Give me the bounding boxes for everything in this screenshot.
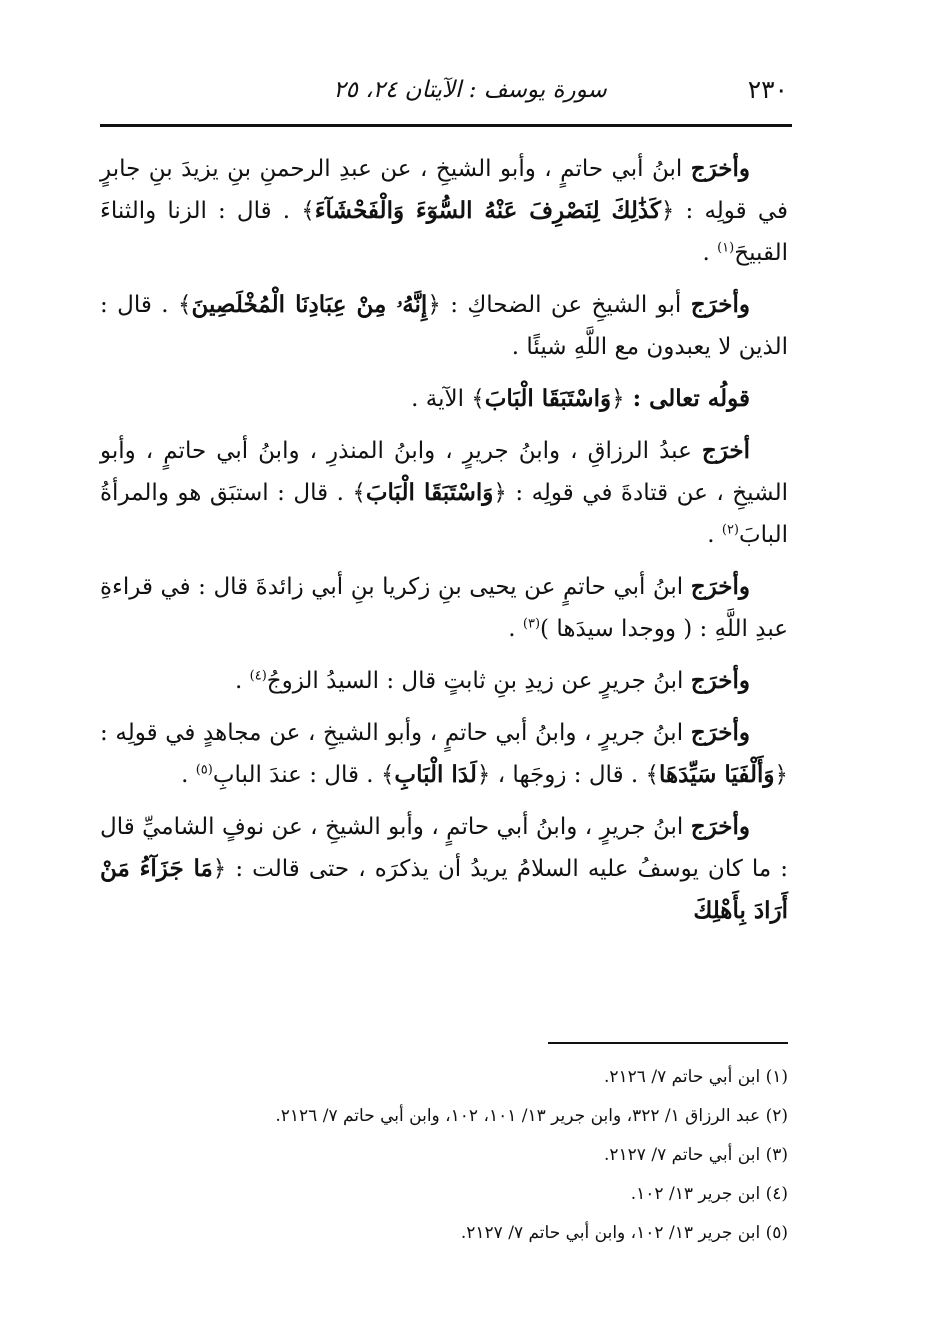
paragraph-lead: وأخرَج	[690, 573, 750, 600]
paragraph-end: .	[702, 240, 718, 266]
paragraph-lead: وأخرَج	[690, 719, 750, 746]
paragraph-text: . قال : عندَ البابِ	[212, 762, 381, 788]
paragraph-lead: أخرَج	[701, 437, 750, 464]
paragraph-text: ابنُ أبي حاتمٍ عن يحيى بنِ زكريا بنِ أبي زائدةَ قال : في قراءةِ عبدِ اللَّهِ : ( ووجدا سيدَها )	[100, 574, 788, 642]
footnote-5: (٥) ابن جرير ١٣/ ١٠٢، وابن أبي حاتم ٧/ ٢١٢٧.	[460, 1223, 788, 1243]
footnote-ref[interactable]: (٤)	[249, 668, 267, 684]
paragraph-lead: وأخرَج	[690, 667, 750, 694]
paragraph-5	[100, 660, 788, 702]
quran-verse: مَا جَزَآءُ مَنْ أَرَادَ بِأَهْلِكَ	[100, 855, 788, 924]
paragraph-2	[100, 284, 788, 368]
verse-open-bracket: ﴿	[212, 856, 227, 882]
verse-close-bracket: ﴾	[352, 480, 366, 506]
verse-close-bracket: ﴾	[301, 198, 315, 224]
section-heading	[100, 378, 788, 420]
footnotes	[100, 1058, 788, 1253]
paragraph-text: . قال : زوجَها ،	[490, 762, 646, 788]
paragraph-lead: وأخرَج	[690, 813, 750, 840]
paragraph-text: الآية .	[411, 386, 472, 412]
verse-open-bracket: ﴿	[493, 480, 507, 506]
paragraph-text: . قال : استبَق هو والمرأةُ البابَ	[100, 480, 788, 548]
main-text	[100, 148, 788, 942]
quran-verse: وَاسْتَبَقَا الْبَابَ	[365, 479, 494, 506]
paragraph-text: ابنُ جريرٍ ، وابنُ أبي حاتمٍ ، وأبو الشيخِ ، عن مجاهدٍ في قولِه :	[100, 720, 691, 746]
paragraph-1	[100, 148, 788, 274]
paragraph-end: .	[508, 616, 523, 642]
verse-open-bracket: ﴿	[476, 762, 491, 788]
paragraph-text: ابنُ جريرٍ ، وابنُ أبي حاتمٍ ، وأبو الشيخِ ، عن نوفٍ الشاميِّ قال : ما كان يوسفُ عليه السلامُ يريدُ أن يذكرَه ، حتى قالت :	[100, 814, 788, 882]
footnote-2: (٢) عبد الرزاق ١/ ٣٢٢، وابن جرير ١٣/ ١٠١، ١٠٢، وابن أبي حاتم ٧/ ٢١٢٦.	[275, 1106, 788, 1126]
paragraph-6	[100, 712, 788, 796]
quran-verse: وَاسْتَبَقَا الْبَابَ	[484, 385, 612, 412]
paragraph-end: .	[181, 762, 196, 788]
footnote-1: (١) ابن أبي حاتم ٧/ ٢١٢٦.	[603, 1067, 788, 1087]
verse-close-bracket: ﴾	[380, 762, 395, 788]
running-title: سورة يوسف : الآيتان ٢٤، ٢٥	[333, 77, 607, 103]
quran-verse: إِنَّهُۥ مِنْ عِبَادِنَا الْمُخْلَصِينَ	[191, 291, 428, 318]
paragraph-lead: وأخرَج	[690, 291, 750, 318]
paragraph-text: أبو الشيخِ عن الضحاكِ :	[440, 292, 691, 318]
paragraph-text: عبدُ الرزاقِ ، وابنُ جريرٍ ، وابنُ المنذرِ ، وابنُ أبي حاتمٍ ، وأبو الشيخِ ، عن قتادةَ في قولِه :	[100, 438, 788, 506]
footnote-ref[interactable]: (٢)	[721, 522, 739, 538]
paragraph-text: . قال : الزنا والثناءَ القبيحَ	[100, 198, 788, 266]
verse-close-bracket: ﴾	[471, 386, 485, 412]
paragraph-4	[100, 566, 788, 650]
quran-verse: لَدَا الْبَابِ	[394, 761, 477, 788]
header-rule	[100, 124, 792, 127]
footnote-ref[interactable]: (٥)	[195, 762, 213, 778]
verse-close-bracket: ﴾	[645, 762, 659, 788]
verse-open-bracket: ﴿	[611, 386, 625, 412]
paragraph-3	[100, 430, 788, 556]
paragraph-text: ابنُ أبي حاتمٍ ، وأبو الشيخِ ، عن عبدِ الرحمنِ بنِ يزيدَ بنِ جابرٍ في قولِه :	[100, 156, 788, 224]
footnote-ref[interactable]: (١)	[717, 240, 735, 256]
verse-close-bracket: ﴾	[177, 292, 192, 318]
verse-open-bracket: ﴿	[427, 292, 441, 318]
paragraph-end: .	[235, 668, 250, 694]
heading-text: قولُه تعالى :	[624, 385, 750, 412]
quran-verse: كَذَٰلِكَ لِنَصْرِفَ عَنْهُ السُّوٓءَ وَالْفَحْشَآءَ	[314, 197, 661, 224]
page-header	[100, 72, 790, 112]
paragraph-end: .	[707, 522, 722, 548]
footnote-ref[interactable]: (٣)	[522, 616, 541, 632]
paragraph-text: ابنُ جريرٍ عن زيدِ بنِ ثابتٍ قال : السيدُ الزوجُ	[266, 668, 691, 694]
footnote-3: (٣) ابن أبي حاتم ٧/ ٢١٢٧.	[603, 1145, 788, 1165]
paragraph-text: . قال : الذين لا يعبدون مع اللَّهِ شيئًا .	[100, 292, 788, 360]
footnote-rule	[548, 1042, 788, 1044]
page-number: ٢٣٠	[747, 75, 788, 104]
paragraph-7	[100, 806, 788, 932]
quran-verse: وَأَلْفَيَا سَيِّدَهَا	[658, 761, 775, 788]
footnote-4: (٤) ابن جرير ١٣/ ١٠٢.	[630, 1184, 788, 1204]
verse-open-bracket: ﴿	[774, 762, 788, 788]
paragraph-lead: وأخرَج	[690, 155, 750, 182]
verse-open-bracket: ﴿	[660, 198, 675, 224]
